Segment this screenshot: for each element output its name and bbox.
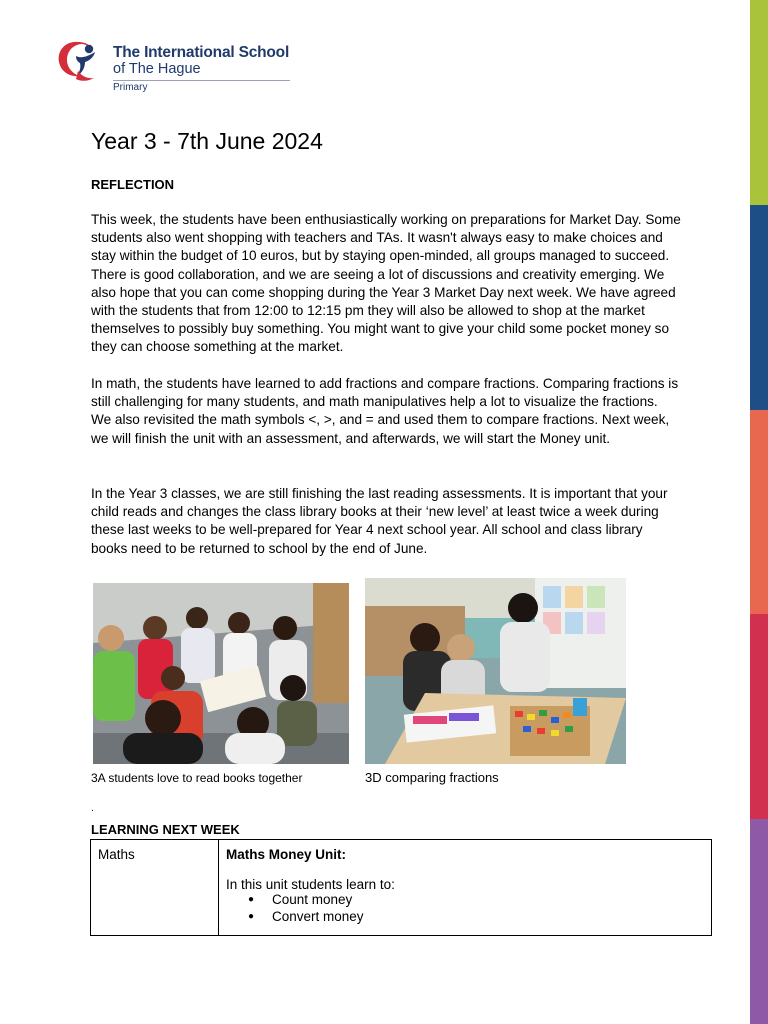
unit-intro: In this unit students learn to: xyxy=(226,877,395,892)
reflection-heading: REFLECTION xyxy=(91,177,175,192)
photo-reading-together xyxy=(93,583,349,764)
page-title: Year 3 - 7th June 2024 xyxy=(91,128,323,154)
side-stripe-orange xyxy=(750,410,768,614)
reflection-paragraph-3: In the Year 3 classes, we are still finishing the last reading assessments. It is important that your child reads and changes the class library books at their ‘new level’ at least twice a week during these last weeks to be well-prepared for Year 4 next school year. All school and class library books need to be returned to school by the end of June. xyxy=(91,486,668,556)
reflection-paragraph-1: This week, the students have been enthusiastically working on preparations for Market Day. Some students also went shopping with teachers and TAs. It wasn't always easy to make choices and stay within the budget of 10 euros, but by staying open-minded, all groups managed to succeed. There is good collaboration, and we are seeing a lot of discussions and creativity emerging. We also hope that you can come shopping during the Year 3 Market Day next week. We have agreed with the students that from 12:00 to 12:15 pm they will also be allowed to shop at the market themselves to possibly buy something. You might want to give your child some pocket money so they can choose something at the market. xyxy=(91,212,681,355)
side-stripe-blue xyxy=(750,205,768,410)
list-item: ● Convert money xyxy=(272,909,704,926)
school-name: The International School xyxy=(113,44,290,61)
table-row xyxy=(91,840,712,936)
school-logo xyxy=(54,38,294,98)
side-stripe-purple xyxy=(750,819,768,1024)
content-cell xyxy=(219,840,712,936)
reflection-paragraph-2: In math, the students have learned to add fractions and compare fractions. Comparing fractions is still challenging for many students, and math manipulatives help a lot to visualize the fractions. We also revisited the math symbols <, >, and = and used them to compare fractions. Next week, we will finish the unit with an assessment, and afterwards, we will start the Money unit. xyxy=(91,376,679,446)
list-item: ● Count money xyxy=(272,892,704,909)
logo-divider xyxy=(113,80,290,81)
photo-caption-fractions: 3D comparing fractions xyxy=(365,770,499,785)
school-division: Primary xyxy=(113,82,148,93)
side-stripe-red xyxy=(750,614,768,819)
unit-title: Maths Money Unit: xyxy=(226,847,346,862)
photo-comparing-fractions xyxy=(365,578,626,764)
photo-caption-reading: 3A students love to read books together xyxy=(91,771,303,785)
unit-list xyxy=(226,892,704,925)
school-emblem-icon xyxy=(54,38,104,88)
learning-table xyxy=(90,839,712,936)
subject-cell: Maths xyxy=(91,840,219,936)
side-stripe-green xyxy=(750,0,768,205)
school-name-sub: of The Hague xyxy=(113,61,201,77)
learning-heading: LEARNING NEXT WEEK xyxy=(91,822,240,837)
stray-period: . xyxy=(91,803,94,814)
